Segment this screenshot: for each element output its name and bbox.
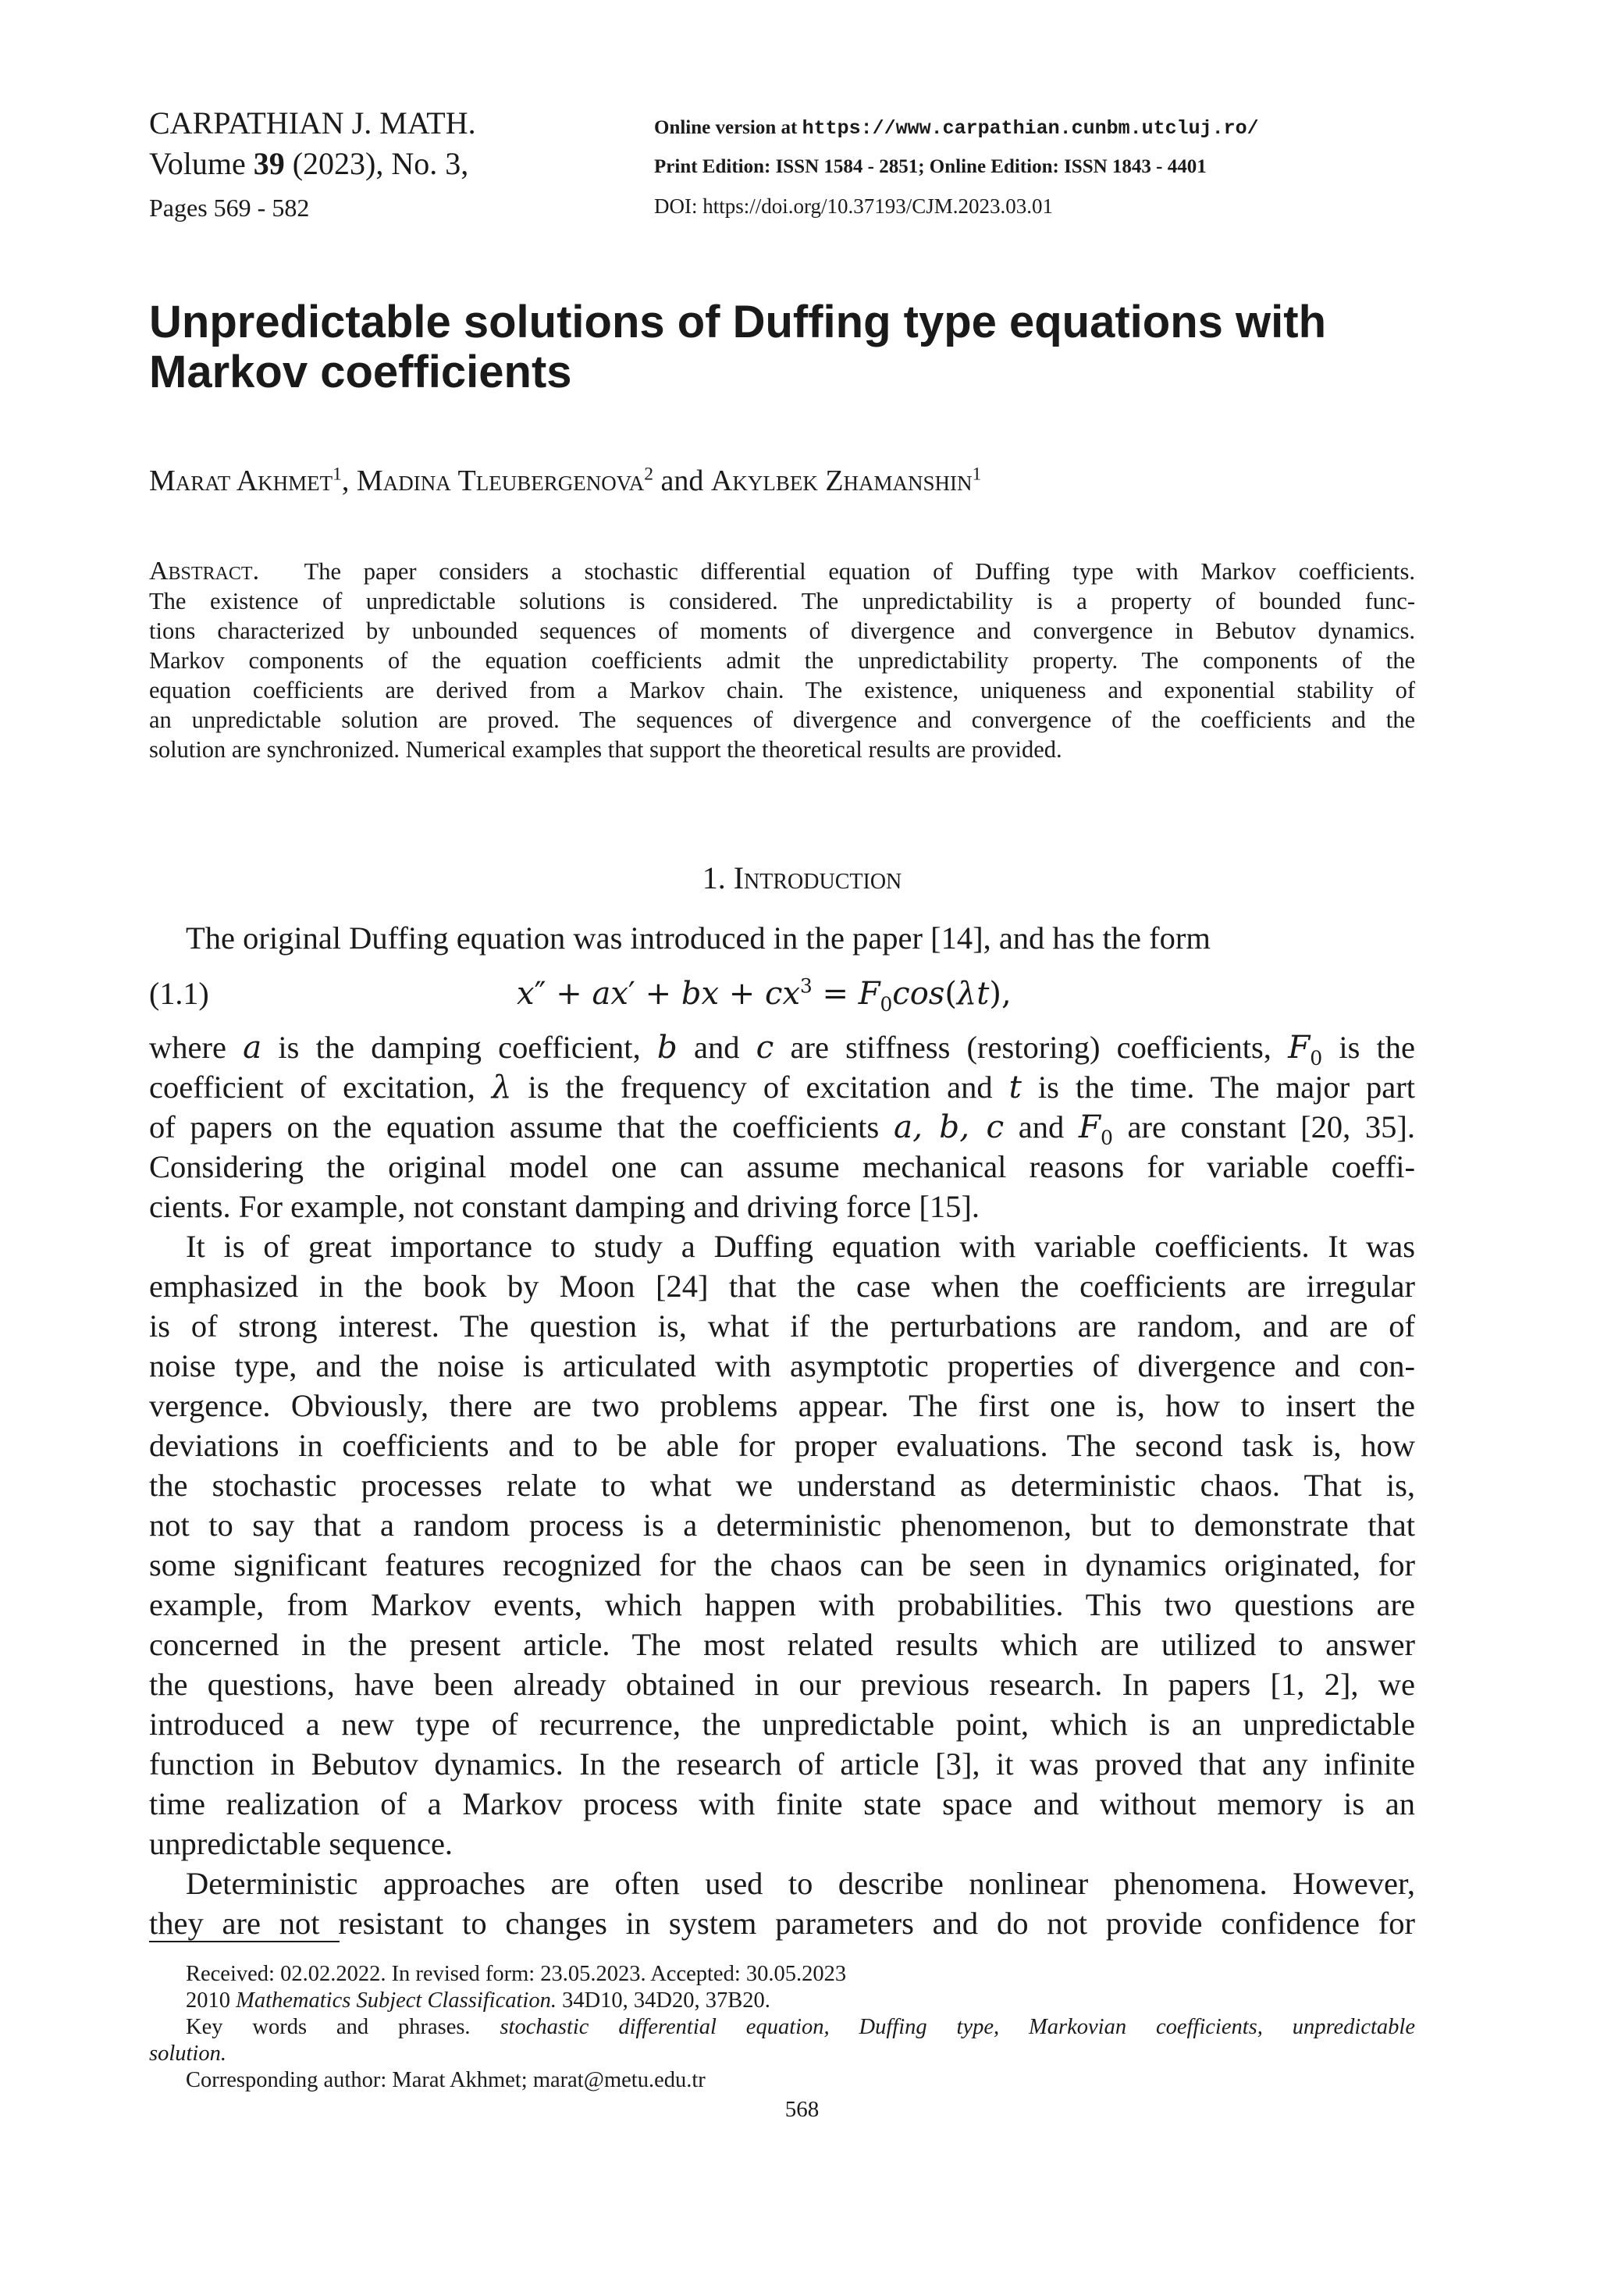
body-line: example, from Markov events, which happen with probabilities. This two questions are [149, 1587, 1415, 1622]
body-line: It is of great importance to study a Duffing equation with variable coefficients. It was [186, 1229, 1415, 1264]
abstract-line: The existence of unpredictable solutions is considered. The unpredictability is a property of bounded func- [149, 588, 1415, 614]
paper-title-line-1: Unpredictable solutions of Duffing type equations with [149, 297, 1326, 347]
body-line: emphasized in the book by Moon [24] that the case when the coefficients are irregular [149, 1269, 1415, 1304]
keywords: Key words and phrases. stochastic differential equation, Duffing type, Markovian coefficients, unpredictable [186, 2015, 1415, 2039]
received-dates: Received: 02.02.2022. In revised form: 23.05.2023. Accepted: 30.05.2023 [186, 1962, 847, 1986]
author-1: Marat Akhmet [149, 465, 333, 497]
corresponding-author: Corresponding author: Marat Akhmet; marat@metu.edu.tr [186, 2068, 706, 2092]
equation-label: (1.1) [149, 976, 209, 1011]
body-line: the questions, have been already obtained in our previous research. In papers [1, 2], we [149, 1667, 1415, 1702]
body-line: where a is the damping coefficient, b and c are stiffness (restoring) coefficients, $F_0$ is the [149, 1028, 1416, 1070]
footnotes [149, 1961, 1415, 2094]
journal-url[interactable]: https://www.carpathian.cunbm.utcluj.ro/ [802, 117, 1259, 140]
body-line: cients. For example, not constant damping and driving force [15]. [149, 1189, 980, 1224]
abstract-line: an unpredictable solution are proved. The sequences of divergence and convergence of the coefficients and the [149, 707, 1415, 733]
body-line: not to say that a random process is a deterministic phenomenon, but to demonstrate that [149, 1508, 1415, 1543]
abstract-line: equation coefficients are derived from a Markov chain. The existence, uniqueness and exponential stability of [149, 677, 1415, 703]
body-line: introduced a new type of recurrence, the unpredictable point, which is an unpredictable [149, 1707, 1415, 1742]
paper-title-line-2: Markov coefficients [149, 347, 572, 397]
body-line: they are not resistant to changes in system parameters and do not provide confidence for [149, 1906, 1415, 1941]
body-line: vergence. Obviously, there are two problems appear. The first one is, how to insert the [149, 1388, 1415, 1423]
body-line: time realization of a Markov process with finite state space and without memory is an [149, 1786, 1415, 1821]
issn-info: Print Edition: ISSN 1584 - 2851; Online Edition: ISSN 1843 - 4401 [654, 156, 1207, 177]
footnote-rule [149, 1941, 340, 1942]
pages-range: Pages 569 - 582 [149, 194, 310, 222]
abstract [149, 557, 1415, 764]
body-text [149, 1027, 1415, 1943]
body-line: of papers on the equation assume that the coefficients a, b, c and $F_0$ are constant [20, 35]. [149, 1108, 1416, 1150]
author-2: Madina Tleubergenova [356, 465, 645, 497]
abstract-line: Abstract. The paper considers a stochastic differential equation of Duffing type with Markov coefficients. [149, 557, 1416, 586]
section-heading: 1. Introduction [702, 860, 902, 895]
duffing-equation: x″ + ax′ + bx + $cx^3 = F_0\cos(\lambda t)$, [517, 974, 1012, 1016]
keywords-continued: solution. [149, 2041, 226, 2066]
body-line: Considering the original model one can assume mechanical reasons for variable coeffi- [149, 1149, 1415, 1184]
intro-first-line: The original Duffing equation was introduced in the paper [14], and has the form [186, 920, 1211, 956]
journal-name: CARPATHIAN J. MATH. [149, 105, 476, 141]
author-list: Marat Akhmet$^1$, Madina Tleubergenova$^2$ and Akylbek Zhamanshin$^1$ [149, 464, 982, 497]
page-number: 568 [784, 2097, 820, 2122]
body-line: deviations in coefficients and to be able for proper evaluations. The second task is, how [149, 1428, 1415, 1463]
body-line: unpredictable sequence. [149, 1826, 453, 1861]
online-version: Online version at https://www.carpathian.cunbm.utcluj.ro/ [654, 117, 1259, 140]
doi[interactable]: DOI: https://doi.org/10.37193/CJM.2023.03.01 [654, 194, 1054, 218]
abstract-label: Abstract. [149, 557, 260, 586]
body-line: some significant features recognized for the chaos can be seen in dynamics originated, for [149, 1547, 1415, 1582]
author-3: Akylbek Zhamanshin [710, 465, 973, 497]
body-line: Deterministic approaches are often used to describe nonlinear phenomena. However, [186, 1866, 1415, 1901]
body-line: concerned in the present article. The most related results which are utilized to answer [149, 1627, 1415, 1662]
abstract-line: solution are synchronized. Numerical examples that support the theoretical results are provided. [149, 736, 1062, 763]
body-line: noise type, and the noise is articulated with asymptotic properties of divergence and con- [149, 1348, 1415, 1383]
volume-info: Volume 39 (2023), No. 3, [149, 146, 469, 181]
body-line: is of strong interest. The question is, what if the perturbations are random, and are of [149, 1308, 1415, 1344]
body-line: coefficient of excitation, λ is the frequency of excitation and t is the time. The major part [149, 1068, 1416, 1105]
msc-classification: 2010 Mathematics Subject Classification. 34D10, 34D20, 37B20. [186, 1988, 770, 2013]
abstract-line: tions characterized by unbounded sequences of moments of divergence and convergence in Bebutov dynamics. [149, 618, 1415, 644]
body-line: the stochastic processes relate to what we understand as deterministic chaos. That is, [149, 1468, 1415, 1503]
body-line: function in Bebutov dynamics. In the research of article [3], it was proved that any infinite [149, 1746, 1415, 1782]
abstract-line: Markov components of the equation coefficients admit the unpredictability property. The components of the [149, 647, 1415, 674]
